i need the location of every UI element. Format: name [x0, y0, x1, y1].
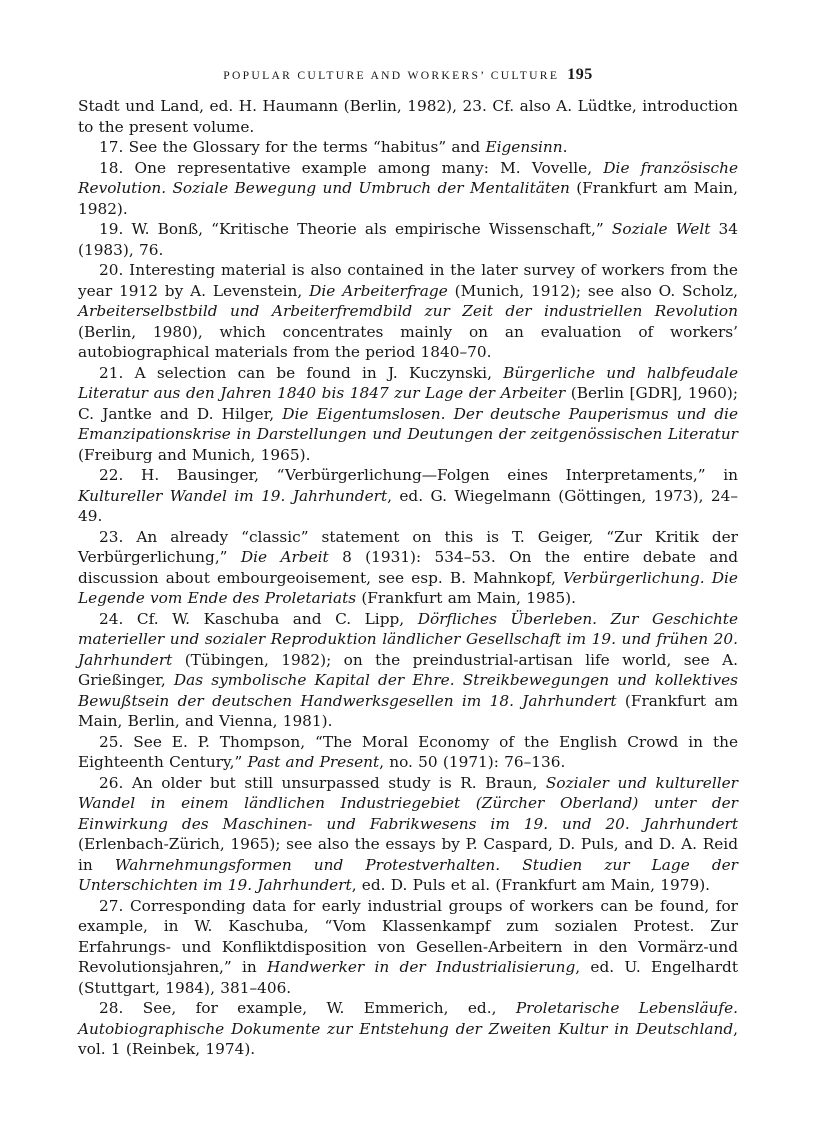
endnote: [78, 96, 738, 137]
endnote-number: 28.: [99, 999, 143, 1017]
endnote-title-italic: Dörfliches Überleben. Zur Geschichte materieller und sozialer Reproduktion ländlicher Gesellschaft im 19. und frühen 20. Jahrhundert: [78, 609, 739, 669]
endnote-text: See, for example, W. Emmerich, ed.,: [142, 999, 516, 1017]
endnote-text: An older but still unsurpassed study is R. Braun,: [131, 773, 546, 792]
endnote-title-italic: Das symbolische Kapital der Ehre. Streikbewegungen und kollektives Bewußtsein der deutschen Handwerksgesellen im 18. Jahrhundert: [78, 671, 738, 710]
endnote-text: Stadt und Land, ed. H. Haumann (Berlin, 1982), 23. Cf. also A. Lüdtke, introduction to the present volume.: [78, 97, 738, 136]
endnote-title-italic: Die Arbeiterfrage: [309, 281, 448, 300]
endnote-text: (Frankfurt am Main, Berlin, and Vienna, 1981).: [78, 691, 738, 730]
endnote-text: A selection can be found in J. Kuczynski,: [134, 363, 504, 382]
endnote: [78, 998, 738, 1060]
endnote-text: (Munich, 1912); see also O. Scholz,: [447, 281, 738, 300]
endnote-title-italic: Die Eigentumslosen. Der deutsche Pauperismus und die Emanzipationskrise in Darstellungen und Deutungen der zeitgenössischen Literatur: [78, 404, 739, 443]
endnote-title-italic: Die französische Revolution. Soziale Bewegung und Umbruch der Mentalitäten: [78, 158, 738, 197]
endnote-number: 20.: [99, 261, 130, 279]
endnote-text: , no. 50 (1971): 76–136.: [379, 753, 566, 771]
running-title: POPULAR CULTURE AND WORKERS’ CULTURE: [223, 69, 560, 82]
endnote-text: W. Bonß, “Kritische Theorie als empirische Wissenschaft,”: [131, 220, 612, 238]
endnote-title-italic: Handwerker in der Industrialisierung: [267, 958, 576, 976]
endnote: [78, 896, 738, 999]
endnote-text: , vol. 1 (Reinbek, 1974).: [78, 1019, 738, 1058]
endnote-number: 21.: [99, 363, 135, 382]
endnote-title-italic: Bürgerliche und halbfeudale Literatur aus den Jahren 1840 bis 1847 zur Lage der Arbeiter: [78, 363, 739, 402]
endnote-text: , ed. D. Puls et al. (Frankfurt am Main, 1979).: [351, 876, 711, 894]
endnote-text: An already “classic” statement on this is T. Geiger, “Zur Kritik der Verbürgerlichung,”: [78, 527, 738, 566]
endnote: [78, 773, 738, 896]
endnote-number: 24.: [99, 609, 137, 628]
endnote: [78, 527, 738, 609]
endnote: [78, 732, 738, 773]
endnote-number: 17.: [99, 138, 129, 156]
endnote-text: (Berlin [GDR], 1960); C. Jantke and D. Hilger,: [78, 384, 738, 423]
endnote-text: (Berlin, 1980), which concentrates mainly on an evaluation of workers’ autobiographical materials from the period 1840–70.: [78, 322, 738, 361]
endnote-title-italic: Eigensinn: [485, 138, 563, 156]
endnote-title-italic: Proletarische Lebensläufe. Autobiographische Dokumente zur Entstehung der Zweiten Kultur in Deutschland: [78, 999, 739, 1038]
endnote-title-italic: Wahrnehmungsformen und Protestverhalten. Studien zur Lage der Unterschichten im 19. Jahrhundert: [78, 855, 738, 894]
endnote-text: (Freiburg and Munich, 1965).: [78, 445, 311, 464]
endnote-text: Corresponding data for early industrial groups of workers can be found, for example, in W. Kaschuba, “Vom Klassenkampf zum sozialen Protest. Zur Erfahrungs- und Konfliktdisposition von Gesellen-Arbeitern in den Vormärz-und Revolutionsjahren,” in: [78, 896, 738, 976]
endnote: [78, 609, 738, 732]
endnote-text: 34 (1983), 76.: [78, 220, 739, 259]
endnote: [78, 219, 738, 260]
endnote-number: 25.: [99, 732, 134, 751]
endnote-number: 19.: [99, 220, 132, 238]
endnote-text: .: [562, 138, 568, 156]
endnote-title-italic: Kultureller Wandel im 19. Jahrhundert: [78, 486, 388, 505]
endnote-title-italic: Die Arbeit: [240, 548, 329, 566]
endnote-number: 23.: [99, 527, 137, 546]
endnote-title-italic: Soziale Welt: [611, 220, 711, 238]
running-head: [78, 66, 738, 84]
endnote-text: Interesting material is also contained in the later survey of workers from the year 1912 by A. Levenstein,: [78, 261, 738, 300]
endnote-text: 8 (1931): 534–53. On the entire debate and discussion about embourgeoisement, see esp. B. Mahnkopf,: [78, 548, 739, 587]
endnote: [78, 158, 738, 220]
endnote: [78, 137, 738, 158]
endnote-title-italic: Verbürgerlichung. Die Legende vom Ende des Proletariats: [78, 568, 738, 607]
endnote-text: See E. P. Thompson, “The Moral Economy of the English Crowd in the Eighteenth Century,”: [78, 732, 739, 771]
endnote-title-italic: Sozialer und kultureller Wandel in einem ländlichen Industriegebiet (Zürcher Oberland) unter der Einwirkung des Maschinen- und Fabrikwesens im 19. und 20. Jahrhundert: [78, 773, 738, 833]
endnote-title-italic: Arbeiterselbstbild und Arbeiterfremdbild zur Zeit der industriellen Revolution: [78, 302, 738, 320]
endnote: [78, 260, 738, 363]
endnote: [78, 363, 738, 466]
endnote-number: 22.: [99, 466, 141, 484]
endnote-text: (Erlenbach-Zürich, 1965); see also the essays by P. Caspard, D. Puls, and D. A. Reid in: [78, 835, 738, 874]
page-number: 195: [567, 66, 593, 83]
endnote-title-italic: Past and Present: [247, 753, 380, 771]
endnote-text: See the Glossary for the terms “habitus” and: [128, 138, 486, 156]
endnote-text: , ed. G. Wiegelmann (Göttingen, 1973), 24–49.: [78, 486, 738, 525]
endnote-text: H. Bausinger, “Verbürgerlichung—Folgen eines Interpretaments,” in: [141, 466, 738, 484]
endnote-text: (Frankfurt am Main, 1985).: [356, 589, 577, 607]
endnote-text: , ed. U. Engelhardt (Stuttgart, 1984), 381–406.: [78, 958, 738, 997]
endnote-number: 27.: [99, 896, 130, 915]
endnote: [78, 465, 738, 527]
endnote-number: 18.: [99, 158, 135, 177]
endnotes-list: [78, 96, 738, 1060]
endnote-number: 26.: [99, 773, 132, 792]
endnote-text: Cf. W. Kaschuba and C. Lipp,: [136, 609, 418, 628]
endnote-text: One representative example among many: M. Vovelle,: [134, 158, 604, 177]
endnote-text: (Frankfurt am Main, 1982).: [78, 179, 738, 218]
endnote-text: (Tübingen, 1982); on the preindustrial-artisan life world, see A. Grießinger,: [78, 650, 738, 689]
